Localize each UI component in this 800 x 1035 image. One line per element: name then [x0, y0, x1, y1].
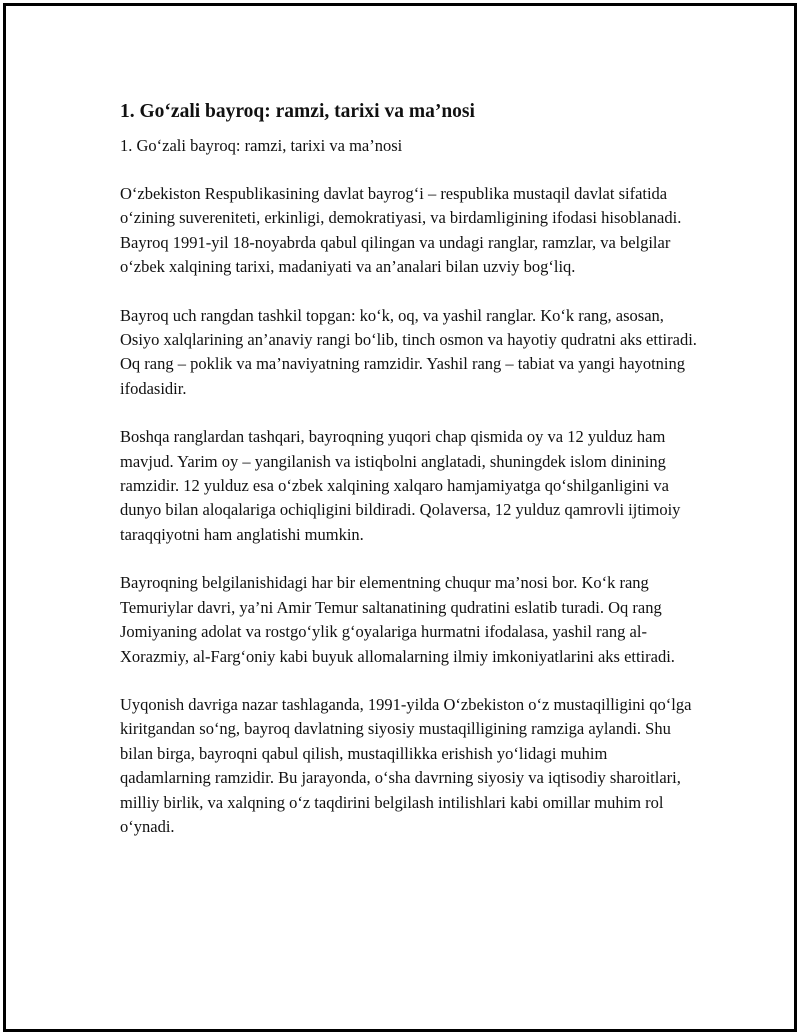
- paragraph-2: Bayroq uch rangdan tashkil topgan: ko‘k, oq, va yashil ranglar. Ko‘k rang, asosan, Osiyo xalqlarining an’anaviy rangi bo‘lib, tinch osmon va hayotiy qudratni aks ettiradi. Oq rang – poklik va ma’naviyatning ramzidir. Yashil rang – tabiat va yangi hayotning ifodasidir.: [120, 305, 697, 398]
- paragraph-5: Uyqonish davriga nazar tashlaganda, 1991-yilda O‘zbekiston o‘z mustaqilligini qo‘lga kiritgandan so‘ng, bayroq davlatning siyosiy mustaqilligining ramziga aylandi. Shu bilan birga, bayroqni qabul qilish, mustaqillikka erishish yo‘lidagi muhim qadamlarning ramzidir. Bu jarayonda, o‘sha davrning siyosiy va iqtisodiy sharoitlari, milliy birlik, va xalqning o‘z taqdirini belgilash intilishlari kabi omillar muhim rol o‘ynadi.: [120, 694, 692, 836]
- document-subtitle: 1. Go‘zali bayroq: ramzi, tarixi va ma’nosi: [120, 136, 403, 155]
- document-body: [120, 98, 700, 839]
- document-title: 1. Go‘zali bayroq: ramzi, tarixi va ma’nosi: [120, 101, 475, 122]
- page-frame: [3, 3, 797, 1032]
- paragraph-4: Bayroqning belgilanishidagi har bir elementning chuqur ma’nosi bor. Ko‘k rang Temuriylar davri, ya’ni Amir Temur saltanatining qudratini eslatib turadi. Oq rang Jomiyaning adolat va rostgo‘ylik g‘oyalariga hurmatni ifodalasa, yashil rang al-Xorazmiy, al-Farg‘oniy kabi buyuk allomalarning ilmiy imkoniyatlarini aks ettiradi.: [120, 573, 675, 666]
- paragraph-1: O‘zbekiston Respublikasining davlat bayrog‘i – respublika mustaqil davlat sifatida o‘zining suvereniteti, erkinligi, demokratiyasi, va birdamligining ifodasi hisoblanadi. Bayroq 1991-yil 18-noyabrda qabul qilingan va undagi ranglar, ramzlar, va belgilar o‘zbek xalqining tarixi, madaniyati va an’analari bilan uzviy bog‘liq.: [120, 184, 682, 277]
- paragraph-3: Boshqa ranglardan tashqari, bayroqning yuqori chap qismida oy va 12 yulduz ham mavjud. Yarim oy – yangilanish va istiqbolni anglatadi, shuningdek islom dinining ramzidir. 12 yulduz esa o‘zbek xalqining xalqaro hamjamiyatga qo‘shilganligini va dunyo bilan aloqalariga ochiqligini bildiradi. Qolaversa, 12 yulduz qamrovli ijtimoiy taraqqiyotni ham anglatishi mumkin.: [120, 427, 681, 544]
